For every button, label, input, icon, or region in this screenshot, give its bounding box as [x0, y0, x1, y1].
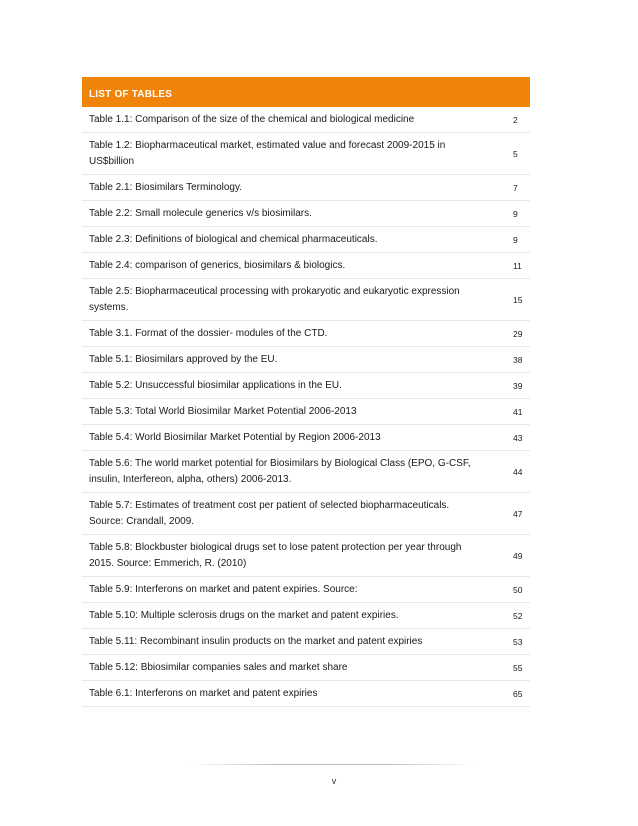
table-of-contents — [82, 107, 530, 707]
toc-entry-label: Table 5.6: The world market potential for Biosimilars by Biological Class (EPO, G-CSF, insulin, Interfereon, alpha, others) 2006-2013. — [89, 457, 471, 485]
toc-entry-page-number: 7 — [513, 182, 518, 193]
toc-entry-label: Table 2.5: Biopharmaceutical processing with prokaryotic and eukaryotic expression systems. — [89, 285, 460, 313]
toc-entry-page-number: 65 — [513, 688, 523, 699]
toc-entry-page-number: 41 — [513, 406, 523, 417]
toc-entry-page-number: 44 — [513, 466, 523, 477]
toc-entry[interactable] — [82, 681, 530, 707]
toc-entry-label: Table 5.9: Interferons on market and patent expiries. Source: — [89, 583, 358, 595]
toc-entry-label: Table 2.4: comparison of generics, biosimilars & biologics. — [89, 259, 346, 271]
toc-entry[interactable] — [82, 629, 530, 655]
toc-entry[interactable] — [82, 321, 530, 347]
toc-entry-page-number: 39 — [513, 380, 523, 391]
toc-entry[interactable] — [82, 279, 530, 321]
toc-entry-page-number: 38 — [513, 354, 523, 365]
toc-entry[interactable] — [82, 493, 530, 535]
toc-entry-label: Table 2.3: Definitions of biological and chemical pharmaceuticals. — [89, 233, 378, 245]
footer-divider — [190, 764, 474, 765]
toc-entry-label: Table 1.1: Comparison of the size of the chemical and biological medicine — [89, 113, 415, 125]
toc-entry-label: Table 5.1: Biosimilars approved by the EU. — [89, 353, 278, 365]
toc-entry-label: Table 5.7: Estimates of treatment cost per patient of selected biopharmaceuticals. Source: Crandall, 2009. — [89, 499, 450, 527]
toc-entry-label: Table 5.4: World Biosimilar Market Potential by Region 2006-2013 — [89, 431, 381, 443]
toc-entry-label: Table 6.1: Interferons on market and patent expiries — [89, 687, 318, 699]
toc-entry[interactable] — [82, 373, 530, 399]
toc-entry-label: Table 5.12: Bbiosimilar companies sales and market share — [89, 661, 348, 673]
toc-entry-page-number: 5 — [513, 148, 518, 159]
toc-entry-label: Table 5.11: Recombinant insulin products on the market and patent expiries — [89, 635, 423, 647]
toc-entry-page-number: 2 — [513, 114, 518, 125]
toc-entry-page-number: 9 — [513, 208, 518, 219]
toc-entry[interactable] — [82, 201, 530, 227]
toc-entry[interactable] — [82, 577, 530, 603]
toc-entry-page-number: 29 — [513, 328, 523, 339]
toc-entry-label: Table 2.2: Small molecule generics v/s biosimilars. — [89, 207, 312, 219]
toc-entry-label: Table 5.8: Blockbuster biological drugs set to lose patent protection per year through 2015. Source: Emmerich, R. (2010) — [89, 541, 462, 569]
toc-entry-page-number: 49 — [513, 550, 523, 561]
toc-entry[interactable] — [82, 655, 530, 681]
toc-entry[interactable] — [82, 451, 530, 493]
toc-entry-page-number: 15 — [513, 294, 523, 305]
toc-entry[interactable] — [82, 133, 530, 175]
toc-entry[interactable] — [82, 347, 530, 373]
toc-entry[interactable] — [82, 425, 530, 451]
toc-entry-page-number: 50 — [513, 584, 523, 595]
toc-entry-page-number: 52 — [513, 610, 523, 621]
toc-entry-page-number: 11 — [513, 260, 522, 271]
toc-entry[interactable] — [82, 399, 530, 425]
toc-entry-page-number: 43 — [513, 432, 523, 443]
toc-entry[interactable] — [82, 253, 530, 279]
toc-entry-label: Table 3.1. Format of the dossier- modules of the CTD. — [89, 327, 328, 339]
toc-entry[interactable] — [82, 603, 530, 629]
toc-entry-label: Table 1.2: Biopharmaceutical market, estimated value and forecast 2009-2015 in US$billion — [89, 139, 446, 167]
list-of-tables-header — [82, 77, 530, 107]
list-of-tables-title: LIST OF TABLES — [89, 89, 173, 100]
toc-entry-page-number: 47 — [513, 508, 523, 519]
toc-entry-page-number: 53 — [513, 636, 523, 647]
toc-entry-page-number: 9 — [513, 234, 518, 245]
toc-entry-page-number: 55 — [513, 662, 523, 673]
page-number: v — [331, 776, 337, 786]
toc-entry-label: Table 5.2: Unsuccessful biosimilar applications in the EU. — [89, 379, 342, 391]
toc-entry[interactable] — [82, 535, 530, 577]
toc-entry-label: Table 5.3: Total World Biosimilar Market Potential 2006-2013 — [89, 405, 357, 417]
toc-entry-label: Table 5.10: Multiple sclerosis drugs on the market and patent expiries. — [89, 609, 399, 621]
toc-entry[interactable] — [82, 107, 530, 133]
toc-entry-label: Table 2.1: Biosimilars Terminology. — [89, 181, 243, 193]
toc-entry[interactable] — [82, 227, 530, 253]
toc-entry[interactable] — [82, 175, 530, 201]
